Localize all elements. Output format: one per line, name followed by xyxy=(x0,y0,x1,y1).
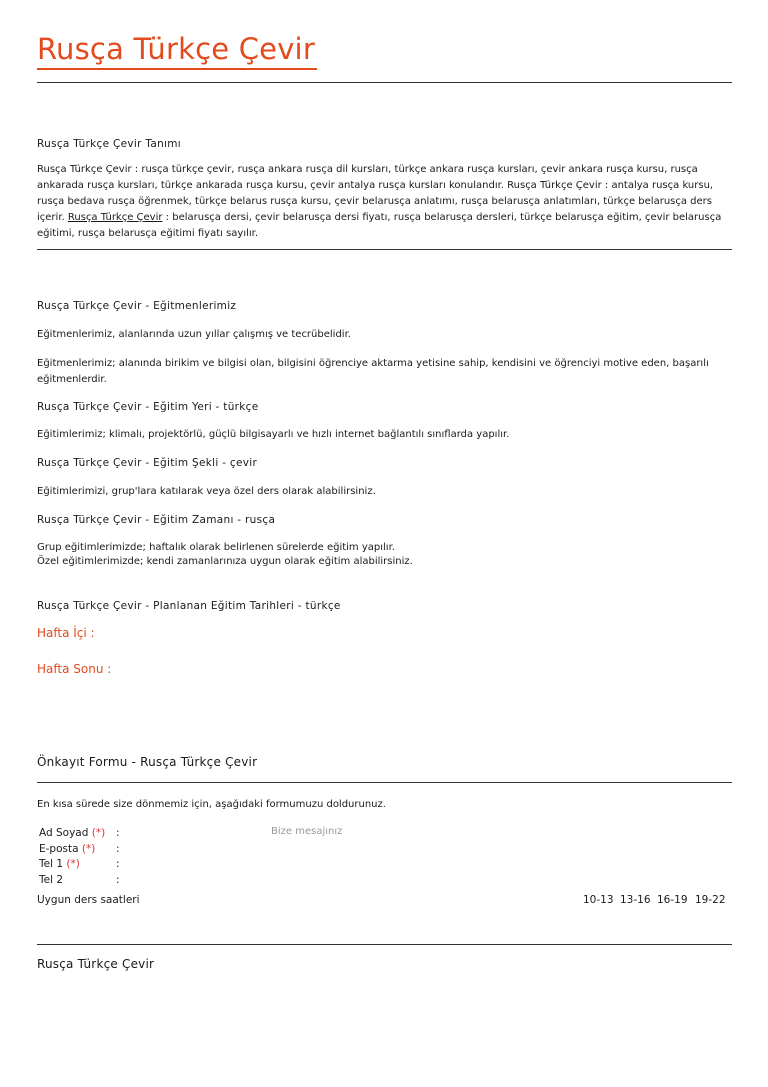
title-underline xyxy=(37,68,317,70)
divider xyxy=(37,249,732,250)
field-eposta[interactable] xyxy=(39,843,95,855)
message-textarea[interactable]: Bize mesajınız xyxy=(271,826,343,837)
time-line1: Grup eğitimlerimizde; haftalık olarak belirlenen sürelerde eğitim yapılır. xyxy=(37,542,395,553)
definition-text-part1: Rusça Türkçe Çevir : rusça türkçe çevir, rusça ankara rusça dil kursları, türkçe ankara rusça kursları, çevir ankara rusça kursu, rusça ankarada rusça kursları, türkçe ankarada rusça kursu, çevir antalya rusça kursları konulandır. Rusça Türkçe Çevir : antalya rusça kursu, rusça bedava rusça öğrenmek, türkçe belarus rusça kursu, çevir belarusça anlatımı, rusça belarusça anlatımları, türkçe belarusça ders içerir. xyxy=(37,164,714,223)
field-tel1[interactable] xyxy=(39,858,80,870)
place-text: Eğitimlerimiz; klimalı, projektörlü, güçlü bilgisayarlı ve hızlı internet bağlantılı sınıflarda yapılır. xyxy=(37,429,510,440)
hours-label: Uygun ders saatleri xyxy=(37,894,140,906)
place-heading: Rusça Türkçe Çevir - Eğitim Yeri - türkçe xyxy=(37,401,259,413)
definition-text-part2: : belarusça dersi, çevir belarusça dersi fiyatı, rusça belarusça dersleri, türkçe belarusça eğitim, çevir belarusça eğitimi, rusça belarusça eğitimi fiyatı sayılır. xyxy=(37,212,722,239)
field-separator: : xyxy=(116,858,120,870)
field-label: Ad Soyad xyxy=(39,827,89,839)
style-heading: Rusça Türkçe Çevir - Eğitim Şekli - çevir xyxy=(37,457,258,469)
field-ad-soyad[interactable] xyxy=(39,827,105,839)
divider xyxy=(37,944,732,945)
instructors-p2: Eğitmenlerimiz; alanında birikim ve bilgisi olan, bilgisini öğrenciye aktarma yetisine sahip, kendisini ve öğrenciyi motive eden, başarılı eğitmenlerdir. xyxy=(37,358,709,385)
time-line2: Özel eğitimlerimizde; kendi zamanlarınıza uygun olarak eğitim alabilirsiniz. xyxy=(37,556,413,567)
dates-heading: Rusça Türkçe Çevir - Planlanan Eğitim Tarihleri - türkçe xyxy=(37,600,341,612)
footer-text: Rusça Türkçe Çevir xyxy=(37,957,155,971)
divider xyxy=(37,82,732,83)
field-separator: : xyxy=(116,827,120,839)
divider xyxy=(37,782,732,783)
form-intro: En kısa sürede size dönmemiz için, aşağıdaki formumuzu doldurunuz. xyxy=(37,799,386,810)
field-label: Tel 2 xyxy=(39,874,64,886)
style-text: Eğitimlerimizi, grup'lara katılarak veya özel ders olarak alabilirsiniz. xyxy=(37,486,376,497)
field-label: E-posta xyxy=(39,843,79,855)
field-tel2[interactable] xyxy=(39,874,63,886)
instructors-p1: Eğitmenlerimiz, alanlarında uzun yıllar çalışmış ve tecrübelidir. xyxy=(37,329,351,340)
field-label: Tel 1 xyxy=(39,858,64,870)
form-heading: Önkayıt Formu - Rusça Türkçe Çevir xyxy=(37,755,258,769)
hour-option-10-13[interactable]: 10-13 xyxy=(583,894,614,906)
required-mark: (*) xyxy=(66,858,80,870)
instructors-heading: Rusça Türkçe Çevir - Eğitmenlerimiz xyxy=(37,300,237,312)
definition-link[interactable]: Rusça Türkçe Çevir xyxy=(67,212,163,223)
hour-option-13-16[interactable]: 13-16 xyxy=(620,894,651,906)
required-mark: (*) xyxy=(81,843,96,855)
required-mark: (*) xyxy=(91,827,106,839)
page-title: Rusça Türkçe Çevir xyxy=(37,32,315,66)
time-heading: Rusça Türkçe Çevir - Eğitim Zamanı - rusça xyxy=(37,514,276,526)
definition-text xyxy=(37,162,732,242)
definition-heading: Rusça Türkçe Çevir Tanımı xyxy=(37,138,181,150)
weekday-label: Hafta İçi : xyxy=(37,626,95,640)
field-separator: : xyxy=(116,843,120,855)
weekend-label: Hafta Sonu : xyxy=(37,662,112,676)
field-separator: : xyxy=(116,874,120,886)
hour-option-16-19[interactable]: 16-19 xyxy=(657,894,688,906)
hour-option-19-22[interactable]: 19-22 xyxy=(695,894,726,906)
